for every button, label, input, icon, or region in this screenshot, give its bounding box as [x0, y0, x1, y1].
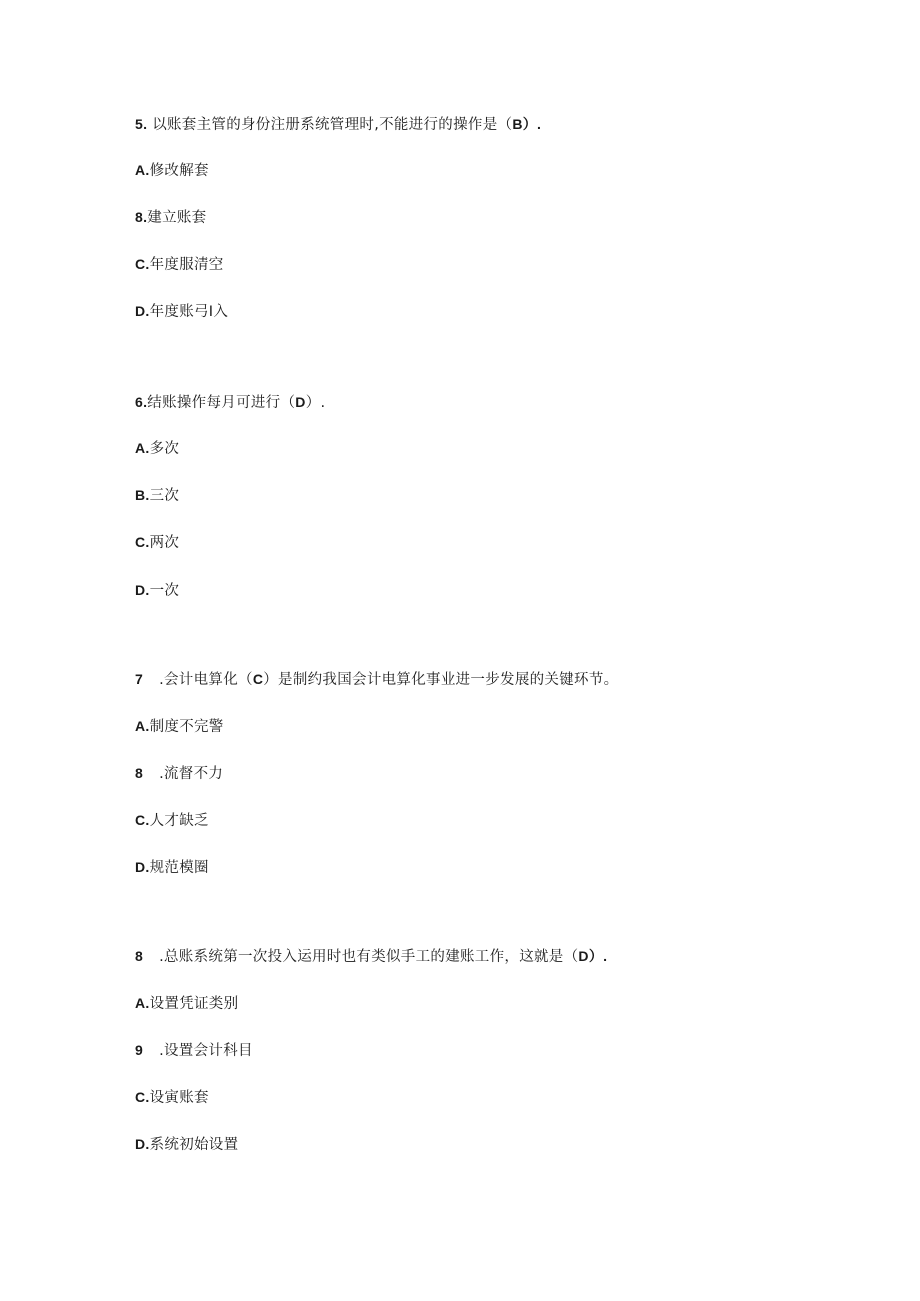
answer-letter: D） [578, 948, 604, 964]
option-text: 系统初始设置 [149, 1137, 239, 1153]
option-letter: B. [135, 487, 150, 503]
question-5-option-a [135, 160, 209, 181]
option-text: 年度账弓I入 [149, 304, 229, 320]
question-5-option-d [135, 301, 228, 322]
option-text: 两次 [149, 535, 180, 551]
question-7-option-c [135, 810, 209, 831]
question-8-option-b [135, 1040, 253, 1061]
option-letter: D. [135, 859, 150, 875]
option-text: 三次 [149, 488, 180, 504]
option-text: 人才缺乏 [149, 813, 209, 829]
question-6-stem [135, 392, 325, 413]
question-number: 8 [135, 948, 144, 964]
question-text-end: ）. [305, 395, 326, 411]
question-5-stem [135, 114, 541, 135]
question-5-option-c [135, 254, 224, 275]
option-text: 设置凭证类别 [149, 996, 239, 1012]
option-text: 制度不完警 [149, 719, 224, 735]
question-text: .会计电算化（ [159, 672, 253, 688]
option-text: .设置会计科目 [159, 1043, 253, 1059]
question-6-option-c [135, 532, 179, 553]
option-letter: 9 [135, 1042, 144, 1058]
question-text: .总账系统第一次投入运用时也有类似手工的建账工作，这就是（ [159, 949, 579, 965]
question-8-option-a [135, 993, 238, 1014]
option-letter: C. [135, 534, 150, 550]
question-text: 以账套主管的身份注册系统管理时,不能进行的操作是（ [152, 117, 513, 133]
option-letter: A. [135, 718, 150, 734]
option-text: .流督不力 [159, 766, 224, 782]
option-letter: D. [135, 1136, 150, 1152]
option-text: 建立账套 [147, 210, 207, 226]
option-text: 规范模圈 [149, 860, 209, 876]
question-8-stem [135, 946, 607, 967]
question-text-end: ）是制约我国会计电算化事业进一步发展的关键环节。 [263, 672, 619, 688]
question-8-option-d [135, 1134, 238, 1155]
question-7-stem [135, 669, 618, 690]
option-letter: C. [135, 812, 150, 828]
answer-letter: C [252, 671, 264, 687]
option-letter: C. [135, 1089, 150, 1105]
question-5-option-b [135, 207, 206, 228]
question-text: 结账操作每月可进行（ [147, 395, 296, 411]
option-text: 设寅账套 [149, 1090, 209, 1106]
option-text: 年度服清空 [149, 257, 224, 273]
option-letter: C. [135, 256, 150, 272]
question-6-option-a [135, 438, 179, 459]
option-letter: 8. [135, 209, 148, 225]
option-letter: 8 [135, 765, 144, 781]
question-text-end: . [537, 116, 542, 132]
question-number: 5. [135, 116, 148, 132]
question-7-option-a [135, 716, 224, 737]
option-text: 多次 [149, 441, 180, 457]
option-text: 一次 [149, 583, 180, 599]
option-letter: A. [135, 162, 150, 178]
question-number: 6. [135, 394, 148, 410]
question-7-option-d [135, 857, 209, 878]
option-letter: A. [135, 440, 150, 456]
option-text: 修改解套 [149, 163, 209, 179]
question-number: 7 [135, 671, 144, 687]
question-6-option-d [135, 580, 179, 601]
option-letter: A. [135, 995, 150, 1011]
question-text-end: . [603, 948, 608, 964]
question-6-option-b [135, 485, 179, 506]
option-letter: D. [135, 303, 150, 319]
option-letter: D. [135, 582, 150, 598]
answer-letter: B） [512, 116, 538, 132]
question-8-option-c [135, 1087, 209, 1108]
question-7-option-b [135, 763, 223, 784]
answer-letter: D [295, 394, 306, 410]
